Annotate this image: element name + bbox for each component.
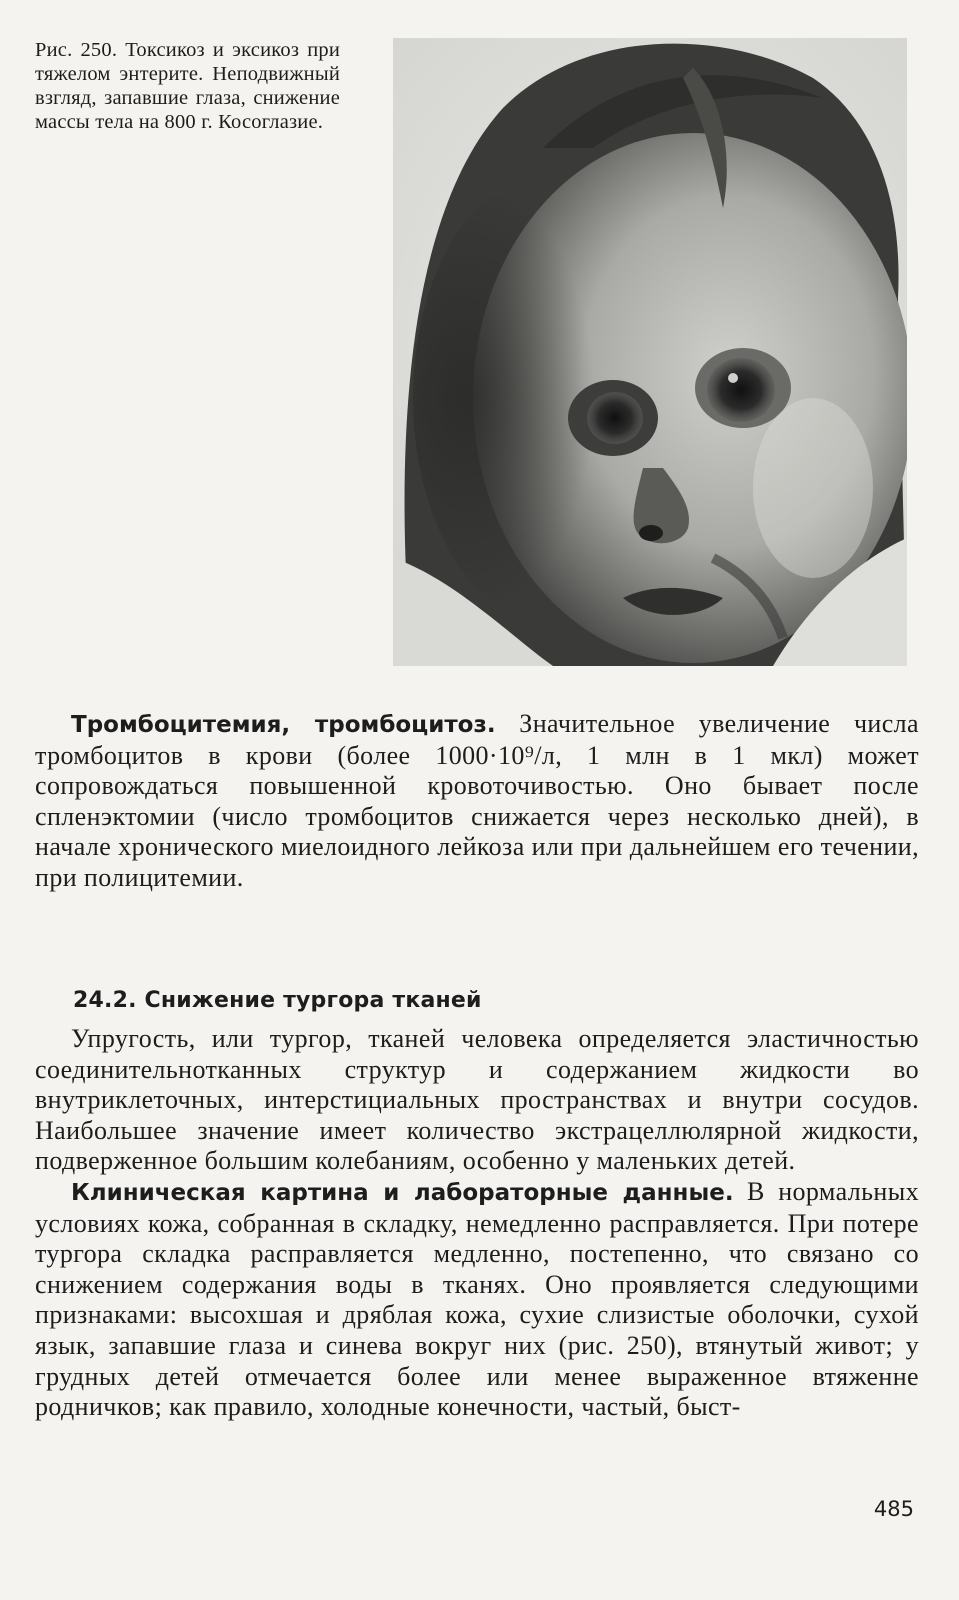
paragraph-body: В нормальных условиях кожа, собранная в складку, немедленно расправляется. При потере тургора складка расправляется медленно, постепенно, что связано со снижением содержания воды в тканях. Оно проявляется следующими признаками: высохшая и дряблая кожа, сухие слизистые оболочки, сухой язык, запавшие глаза и синева вокруг них (рис. 250), втянутый живот; у грудных детей отмечается более или менее выраженное втяженне родничков; как правило, холодные конечности, частый, быст-	[35, 1176, 919, 1422]
figure-caption: Рис. 250. Токсикоз и эксикоз при тяжелом энтерите. Неподвижный взгляд, запавшие глаза, снижение массы тела на 800 г. Косоглазие.	[35, 39, 340, 133]
section-body	[35, 1024, 919, 1423]
infant-face-icon	[393, 38, 907, 666]
paragraph-turgor-definition: Упругость, или тургор, тканей человека определяется эластичностью соединительнотканных структур и содержанием жидкости во внутриклеточных, интерстициальных пространствах и внутри сосудов. Наибольшее значение имеет количество экстрацеллюлярной жидкости, подверженное большим колебаниям, особенно у маленьких детей.	[35, 1024, 919, 1176]
paragraph-clinical-picture	[35, 1177, 919, 1423]
page-number: 485	[873, 1497, 914, 1521]
paragraph-body: Значительное увеличение числа тромбоцитов в крови (более 1000·10⁹/л, 1 млн в 1 мкл) может сопровождаться повышенной кровоточивостью. Оно бывает после спленэктомии (число тромбоцитов снижается через несколько дней), в начале хронического миелоидного лейкоза или при дальнейшем его течении, при полицитемии.	[35, 709, 919, 892]
figure-photo	[393, 38, 907, 666]
paragraph-run-in-heading: Клиническая картина и лабораторные данные.	[71, 1179, 734, 1206]
paragraph-run-in-heading: Тромбоцитемия, тромбоцитоз.	[71, 712, 496, 738]
section-heading: 24.2. Снижение тургора тканей	[73, 988, 482, 1013]
paragraph-thrombocythemia	[35, 709, 919, 894]
